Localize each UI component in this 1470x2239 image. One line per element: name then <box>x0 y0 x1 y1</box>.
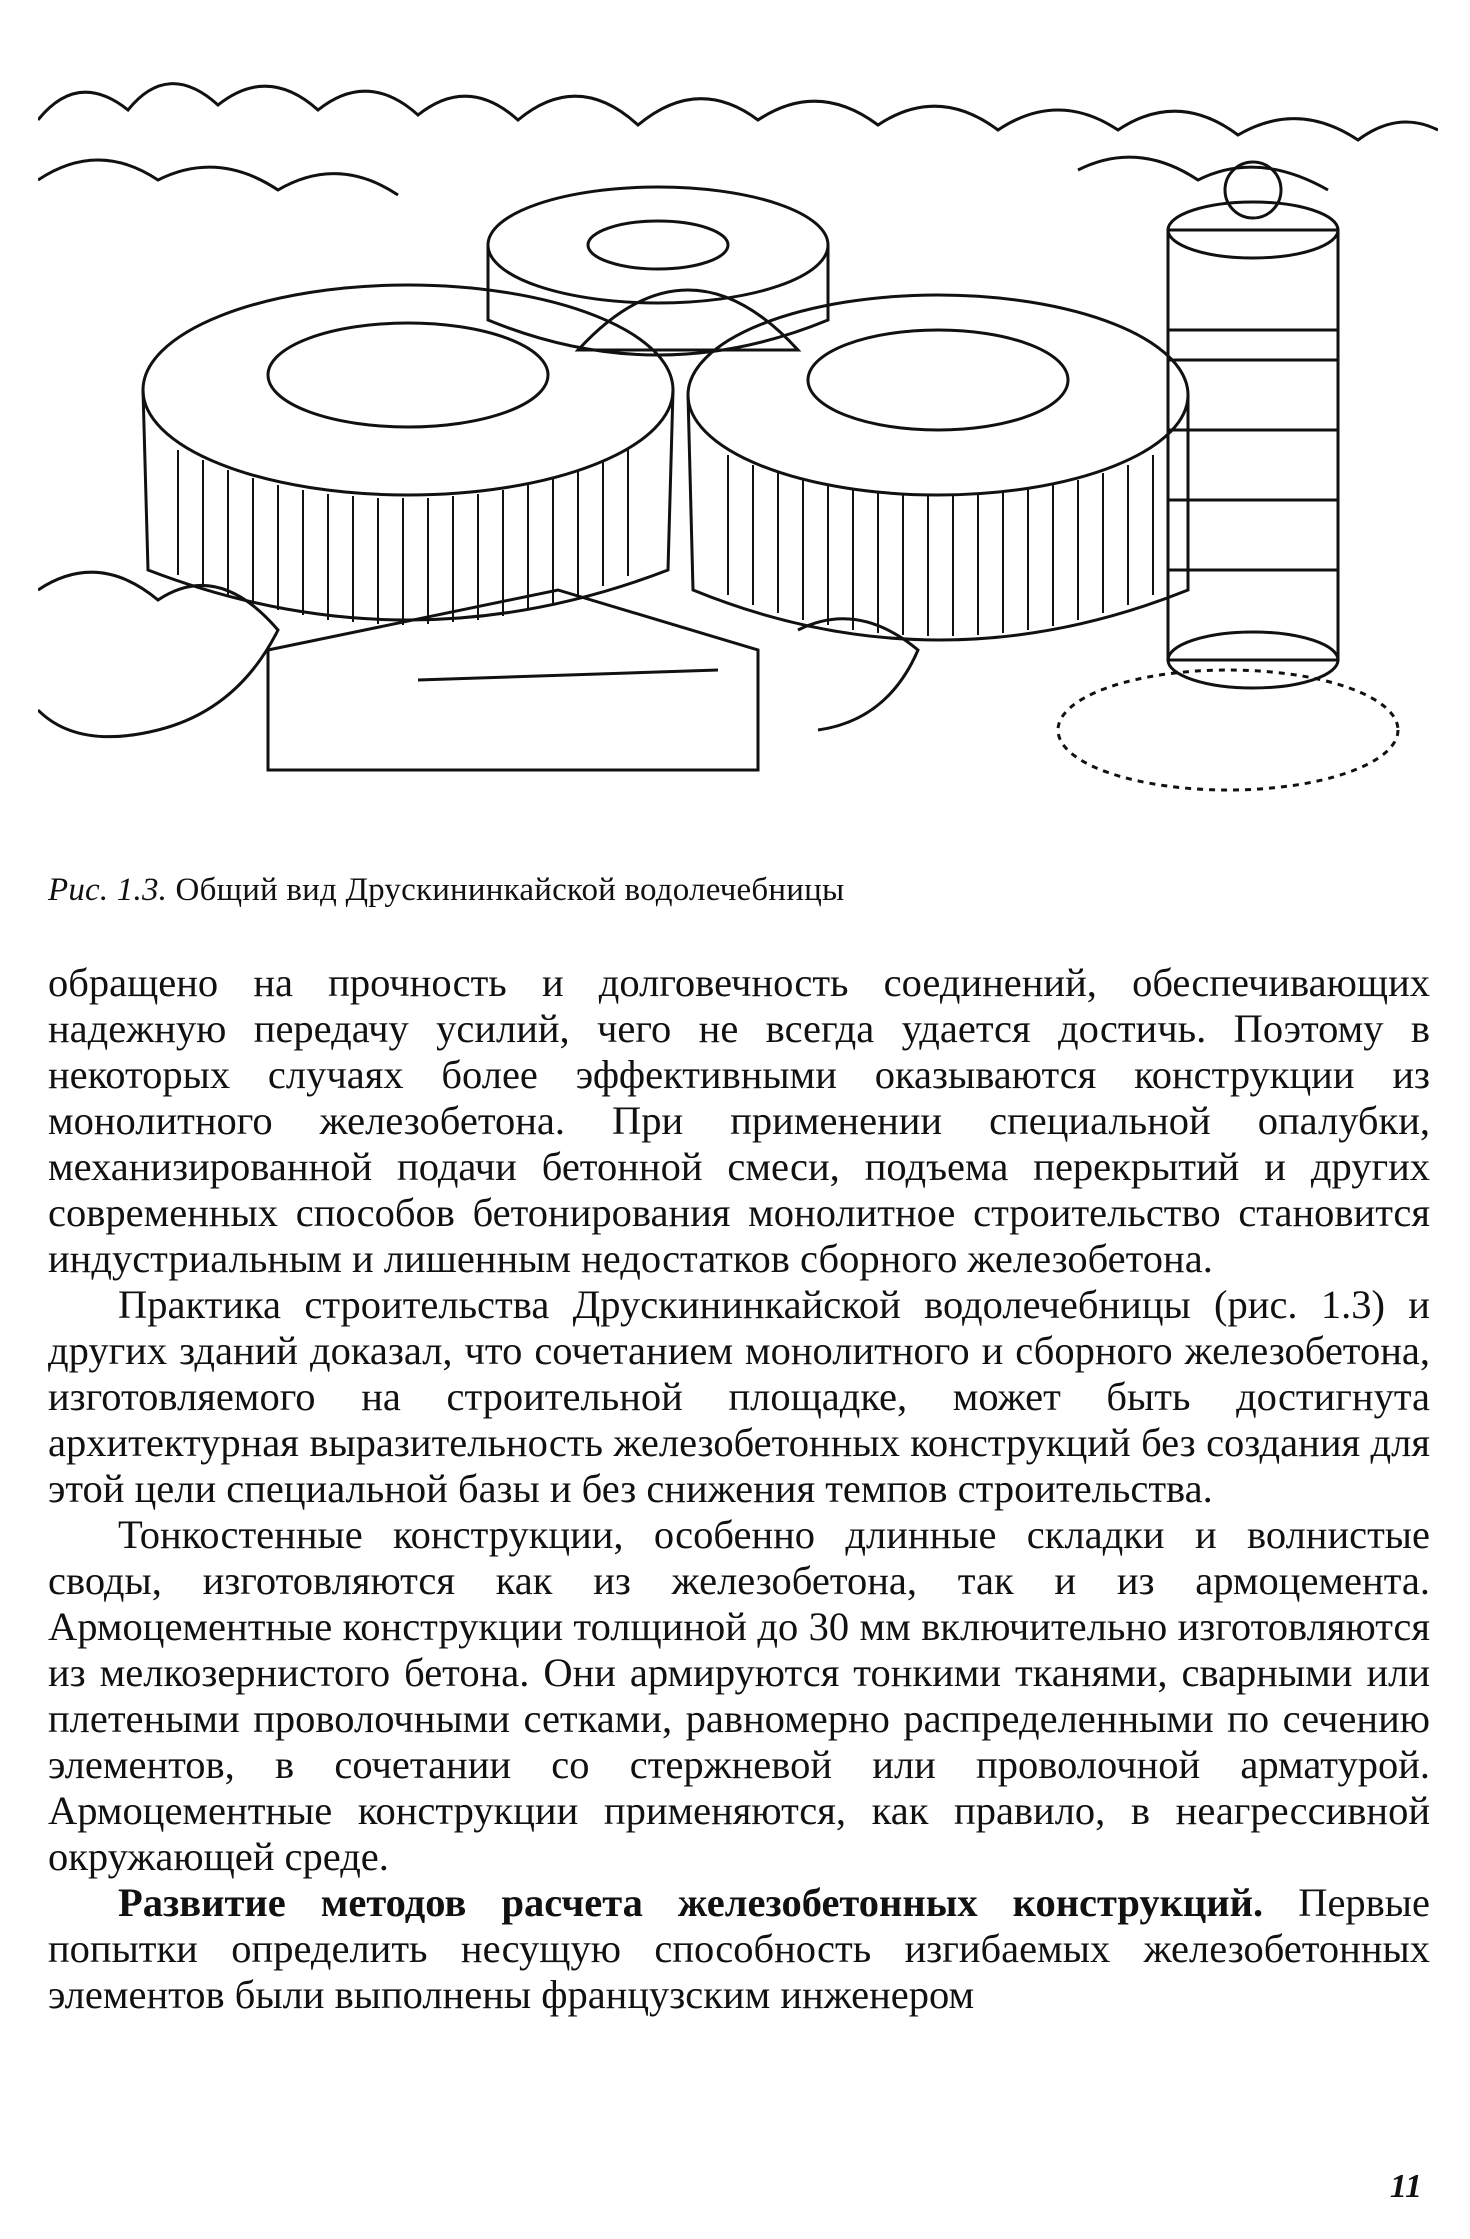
figure-illustration <box>38 30 1438 800</box>
paragraph-4 <box>48 1880 1430 2018</box>
paragraph-4-text: Первые попытки определить несущую способность изгибаемых железобетонных элементов были выполнены французским инженером <box>48 1880 1430 2017</box>
paragraph-3: Тонкостенные конструкции, особенно длинные складки и волнистые своды, изготовляются как из железобетона, так и из армоцемента. Армоцементные конструкции толщиной до 30 мм включительно изготовляются из мелкозернистого бетона. Они армируются тонкими тканями, сварными или плетеными проволочными сетками, равномерно распределенными по сечению элементов, в сочетании со стержневой или проволочной арматурой. Армоцементные конструкции применяются, как правило, в неагрессивной окружающей среде. <box>48 1512 1430 1879</box>
section-heading: Развитие методов расчета железобетонных конструкций. <box>118 1880 1264 1925</box>
figure-caption-text: Общий вид Друскининкайской водолечебницы <box>167 872 845 908</box>
page-number: 11 <box>1389 2168 1422 2205</box>
paragraph-1: обращено на прочность и долговечность соединений, обеспечивающих надежную передачу усилий, чего не всегда удается достичь. Поэтому в некоторых случаях более эффективными оказываются конструкции из монолитного железобетона. При применении специальной опалубки, механизированной подачи бетонной смеси, подъема перекрытий и других современных способов бетонирования монолитное строительство становится индустриальным и лишенным недостатков сборного железобетона. <box>48 960 1430 1281</box>
building-drawing <box>38 30 1438 800</box>
figure-caption <box>48 872 844 909</box>
figure-caption-label: Рис. 1.3. <box>48 872 168 908</box>
body-text <box>48 960 1430 2018</box>
paragraph-2: Практика строительства Друскининкайской водолечебницы (рис. 1.3) и других зданий доказал, что сочетанием монолитного и сборного железобетона, изготовляемого на строительной площадке, может быть достигнута архитектурная выразительность железобетонных конструкций без создания для этой цели специальной базы и без снижения темпов строительства. <box>48 1282 1430 1511</box>
